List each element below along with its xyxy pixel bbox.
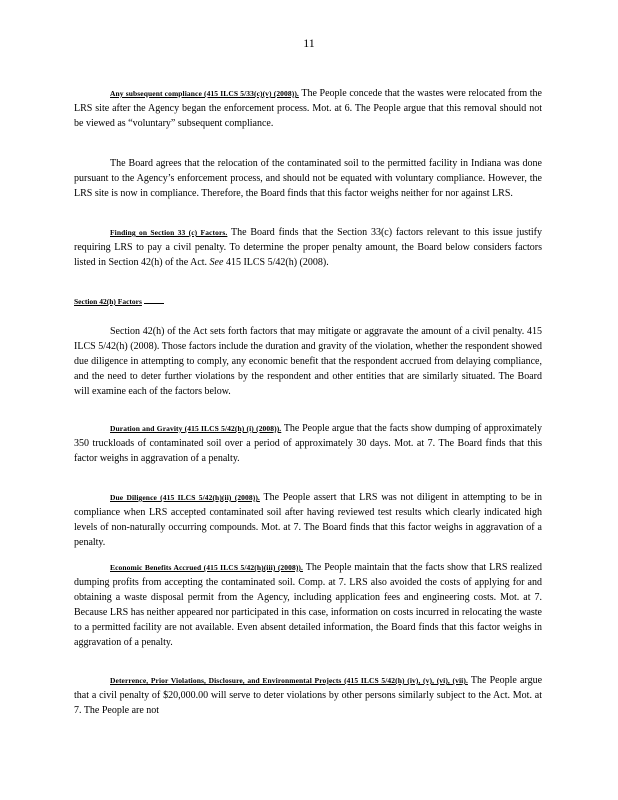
heading-finding-33c: Finding on Section 33 (c) Factors. (110, 228, 228, 237)
body-economic-benefits: The People maintain that the facts show that LRS realized dumping profits from accepting the contaminated soil. Comp. at 7. LRS also avoided the costs of applying for and obtaining a waste disposal permit from the Agency, including application fees and engineering costs. Mot. at 7. Because LRS has neither appeared nor participated in this case, information on costs incurred in relocating the waste to a permitted facility are not available. Even absent detailed information, the Board finds that this factor weighs in aggravation of a penalty. (74, 562, 542, 648)
paragraph-due-diligence (74, 490, 542, 550)
body-deterrence: The People argue that a civil penalty of $20,000.00 will serve to deter violations by other persons similarly subject to the Act. Mot. at 7. The People are not (74, 675, 543, 716)
heading-deterrence: Deterrence, Prior Violations, Disclosure, and Environmental Projects (415 ILCS 5/42(h) (iv), (v), (vi), (vii). (110, 676, 468, 685)
heading-due-diligence: Due Diligence (415 ILCS 5/42(h)(ii) (2008)). (110, 493, 260, 502)
section-heading-text: Section 42(h) Factors (74, 297, 142, 306)
paragraph-board-agrees: The Board agrees that the relocation of the contaminated soil to the permitted facility in Indiana was done pursuant to the Agency’s enforcement process, and should not be equated with voluntary compliance. However, the LRS site is now in compliance. Therefore, the Board finds that this factor weighs neither for nor against LRS. (74, 158, 542, 199)
paragraph-finding-33c (74, 225, 542, 270)
section-heading-42h (74, 297, 164, 306)
see-signal: See (209, 257, 224, 268)
heading-economic-benefits: Economic Benefits Accrued (415 ILCS 5/42(h)(iii) (2008)). (110, 563, 304, 572)
body-due-diligence: The People assert that LRS was not diligent in attempting to be in compliance when LRS accepted contaminated soil after having reviewed test results which clearly indicated high levels of non-naturally occurring compounds. Mot. at 7. The Board finds that this factor weighs in aggravation of a penalty. (74, 492, 542, 548)
heading-underline (144, 303, 164, 304)
paragraph-subsequent-compliance (74, 86, 542, 131)
paragraph-deterrence (74, 673, 542, 718)
paragraph-duration-gravity (74, 421, 542, 466)
body-duration-gravity: The People argue that the facts show dumping of approximately 350 truckloads of contaminated soil over a period of approximately 30 days. Mot. at 7. The Board finds that this factor weighs in aggravation of a penalty. (74, 423, 542, 464)
paragraph-economic-benefits (74, 560, 542, 650)
body-finding-33c: The Board finds that the Section 33(c) factors relevant to this issue justify requiring LRS to pay a civil penalty. To determine the proper penalty amount, the Board below considers factors listed in Section 42(h) of the Act. (74, 227, 543, 268)
page-number: 11 (303, 36, 315, 50)
heading-subsequent-compliance: Any subsequent compliance (415 ILCS 5/33(c)(v) (2008)). (110, 89, 299, 98)
citation-42h: 415 ILCS 5/42(h) (2008). (225, 257, 329, 268)
heading-duration-gravity: Duration and Gravity (415 ILCS 5/42(h) (i) (2008)). (110, 424, 282, 433)
paragraph-section-42h: Section 42(h) of the Act sets forth factors that may mitigate or aggravate the amount of a civil penalty. 415 ILCS 5/42(h) (2008). Those factors include the duration and gravity of the violation, whether the respondent showed due diligence in attempting to comply, any economic benefit that the respondent accrued from delaying compliance, and the need to deter further violations by the respondent and other entities that are similarly situated. The Board will examine each of the factors below. (74, 326, 542, 397)
body-subsequent-compliance: The People concede that the wastes were relocated from the LRS site after the Agency began the enforcement process. Mot. at 6. The People argue that this removal should not be viewed as “voluntary” subsequent compliance. (74, 88, 542, 129)
